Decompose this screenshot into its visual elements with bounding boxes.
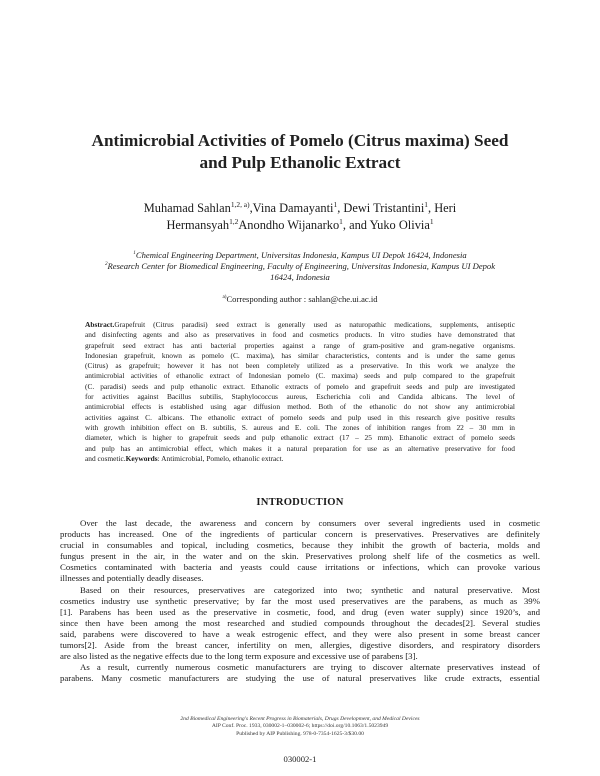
abstract-line: with growth inhibition effect on B. subtilis, S. aureus and E. coli. The zones of inhibition ranges from 22 – 30 mm in bbox=[85, 422, 515, 432]
affiliations bbox=[40, 250, 560, 283]
affiliation-2: $^2$Research Center for Biomedical Engineering, Faculty of Engineering, Universitas Indonesia, Kampus UI Depok bbox=[104, 261, 496, 271]
abstract-line: for activities against Bacillus subtilis, Staphylococcus aureus, Escherichia coli and Candida albicans. The level of bbox=[85, 392, 515, 402]
author-list bbox=[80, 200, 520, 234]
abstract-line: antimicrobial effects is established using agar diffusion method. Both of the ethanolic do not show any antimicrobial bbox=[85, 402, 515, 412]
paragraph-line: products has increased. One of the ingredients of particular concern is preservatives. Preservatives are definitely bbox=[60, 529, 540, 540]
paragraph-line: tumors[2]. Aside from the breast cancer, infertility on men, allergies, digestive disorders, and respiratory disorders bbox=[60, 640, 540, 651]
abstract-line: (C. paradisi) seeds and pulp ethanolic extract. Ethanolic extracts of pomelo and grapefruit seeds and pulp are investigated bbox=[85, 381, 515, 391]
author-line-1: Muhamad Sahlan$^{1,2, a)}$,Vina Damayanti$^1$, Dewi Tristantini$^1$, Heri bbox=[143, 199, 457, 215]
paragraph-line: Based on their resources, preservatives are categorized into two; synthetic and natural preservative. Most bbox=[80, 584, 540, 595]
page-footer bbox=[100, 716, 500, 738]
abstract-line: and pulp has an antimicrobial effect, which makes it a natural preparation for use as an alternative preservative for food bbox=[85, 443, 515, 453]
abstract-line: and disinfecting agents and also as preservatives in food and cosmetics products. In vitro studies have demonstrated that bbox=[85, 330, 515, 340]
abstract-line: (Citrus) as grapefruit; however it has not been completely utilized as a preservative. In this work we analyze the bbox=[85, 361, 515, 371]
keywords: : Antimicrobial, Pomelo, ethanolic extract. bbox=[157, 453, 284, 463]
paragraph-line: [1]. Parabens has been used as the preservative in cosmetic, food, and drug (even water supply) since 1920’s, and bbox=[60, 606, 540, 617]
paragraph-line: Cosmetics contaminated with bacteria and yeasts could cause irritations or infections, which can provoke various bbox=[60, 562, 540, 573]
abstract-line: Abstract.Grapefruit (Citrus paradisi) seed extract is generally used as naturopathic medications, supplements, antiseptic bbox=[85, 320, 515, 329]
paragraph-line: since then have been among the most researched and studied compounds throughout the decades[2]. Several studies bbox=[60, 617, 540, 628]
paragraph-line: are also listed as the negative effects due to the long term exposure and excessive use of parabens [3]. bbox=[60, 651, 418, 662]
affiliation-2-cont: 16424, Indonesia bbox=[270, 272, 330, 282]
section-heading: INTRODUCTION bbox=[256, 497, 344, 508]
footer-conf: AIP Conf. Proc. 1933, 030002-1–030002-6; https://doi.org/10.1063/1.5023949 bbox=[211, 723, 389, 730]
abstract-line: antimicrobial activities of ethanolic extract of Indonesian pomelo (C. maxima) seeds and pulp compared to the grapefruit bbox=[85, 371, 515, 381]
abstract-line: diameter, which is higher to grapefruit seeds and pulp ethanolic extract (17 – 25 mm). Ethanolic extract of pomelo seeds bbox=[85, 433, 515, 443]
abstract-line: and cosmetic.Keywords: Antimicrobial, Pomelo, ethanolic extract. bbox=[85, 453, 284, 463]
abstract bbox=[85, 320, 515, 464]
abstract-line: Indonesian grapefruit, known as pomelo (C. maxima), has similar characteristics, contents and is under the same genus bbox=[85, 350, 515, 360]
paragraph-line: crucial in consumables and topical, including cosmetics, because they inhibit the growth of bacteria, molds and bbox=[60, 540, 540, 551]
paragraph-line: parabens. Many cosmetic manufacturers are studying the use of natural preservatives like crude extracts, essential bbox=[60, 673, 540, 684]
paragraph-line: Over the last decade, the awareness and concern by consumers over several ingredients used in cosmetic bbox=[80, 518, 540, 528]
paragraph-line: said, parabens were discovered to have a weak estrogenic effect, and they were also present in some breast cancer bbox=[60, 628, 540, 639]
corresponding-author: $^{a)}$Corresponding author : sahlan@che.ui.ac.id bbox=[222, 294, 378, 304]
abstract-label: Abstract. bbox=[85, 320, 115, 329]
footer-venue: 2nd Biomedical Engineering's Recent Progress in Biomaterials, Drugs Development, and Medical Devices bbox=[180, 716, 420, 722]
footer-publisher: Published by AIP Publishing. 978-0-7354-1625-3/$30.00 bbox=[236, 730, 364, 737]
paragraph-line: As a result, currently numerous cosmetic manufacturers are trying to discover alternate preservatives instead of bbox=[80, 662, 540, 673]
abstract-line: activities against C. albicans. The ethanolic extract of pomelo seeds and pulp used in this research give positive results bbox=[85, 412, 515, 422]
paragraph-line: cosmetics industry use synthetic preservative; by far the most used preservatives are the parabens, as much as 39% bbox=[60, 595, 540, 606]
keywords-label: Keywords bbox=[125, 453, 158, 463]
page-number: 030002-1 bbox=[283, 754, 317, 764]
paper-title: Antimicrobial Activities of Pomelo (Citrus maxima) Seed and Pulp Ethanolic Extract bbox=[91, 131, 509, 172]
affiliation-1: $^1$Chemical Engineering Department, Universitas Indonesia, Kampus UI Depok 16424, Indonesia bbox=[133, 250, 467, 260]
abstract-line: grapefruit seed extract has anti bacterial properties against a range of gram-positive and gram-negative organisms. bbox=[85, 340, 515, 350]
body-text bbox=[60, 518, 540, 684]
author-line-2: Hermansyah$^{1,2}$Anondho Wijanarko$^1$, and Yuko Olivia$^1$ bbox=[166, 216, 434, 232]
paragraph-line: fungus present in the air, in the water and on the skin. Preservatives prolong shelf life of the cosmetics as well. bbox=[60, 551, 540, 562]
paragraph-line: illnesses and potentially deadly diseases. bbox=[60, 573, 204, 584]
